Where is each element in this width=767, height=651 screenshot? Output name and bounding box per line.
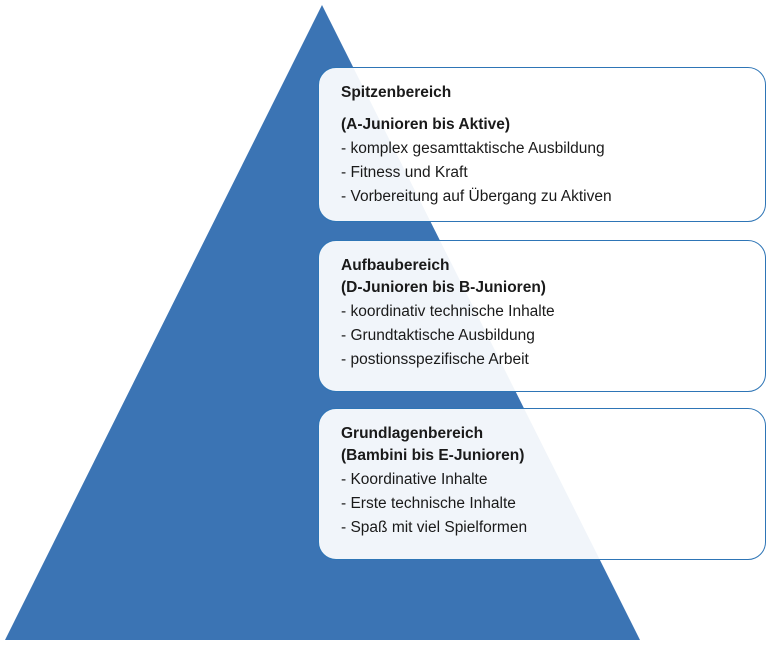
list-item: - Erste technische Inhalte	[341, 494, 516, 512]
level-card-spitzenbereich[interactable]	[318, 67, 766, 222]
list-item: - Fitness und Kraft	[341, 163, 468, 181]
level-item-list	[341, 137, 745, 209]
list-item: - postionsspezifische Arbeit	[341, 350, 529, 368]
list-item: - Vorbereitung auf Übergang zu Aktiven	[341, 187, 612, 205]
level-card-grundlagenbereich[interactable]	[318, 408, 766, 560]
level-subtitle: (D-Junioren bis B-Junioren)	[341, 279, 546, 297]
level-title: Spitzenbereich	[341, 84, 452, 101]
level-item-list	[341, 468, 745, 540]
list-item: - Koordinative Inhalte	[341, 470, 488, 488]
list-item: - Spaß mit viel Spielformen	[341, 518, 528, 536]
list-item: - komplex gesamttaktische Ausbildung	[341, 139, 605, 157]
level-item-list	[341, 300, 745, 372]
level-subtitle: (Bambini bis E-Junioren)	[341, 447, 525, 465]
list-item: - Grundtaktische Ausbildung	[341, 326, 535, 344]
level-title: Aufbaubereich	[341, 257, 450, 274]
level-title: Grundlagenbereich	[341, 425, 484, 442]
level-subtitle: (A-Junioren bis Aktive)	[341, 116, 511, 134]
level-card-aufbaubereich[interactable]	[318, 240, 766, 392]
list-item: - koordinativ technische Inhalte	[341, 302, 555, 320]
